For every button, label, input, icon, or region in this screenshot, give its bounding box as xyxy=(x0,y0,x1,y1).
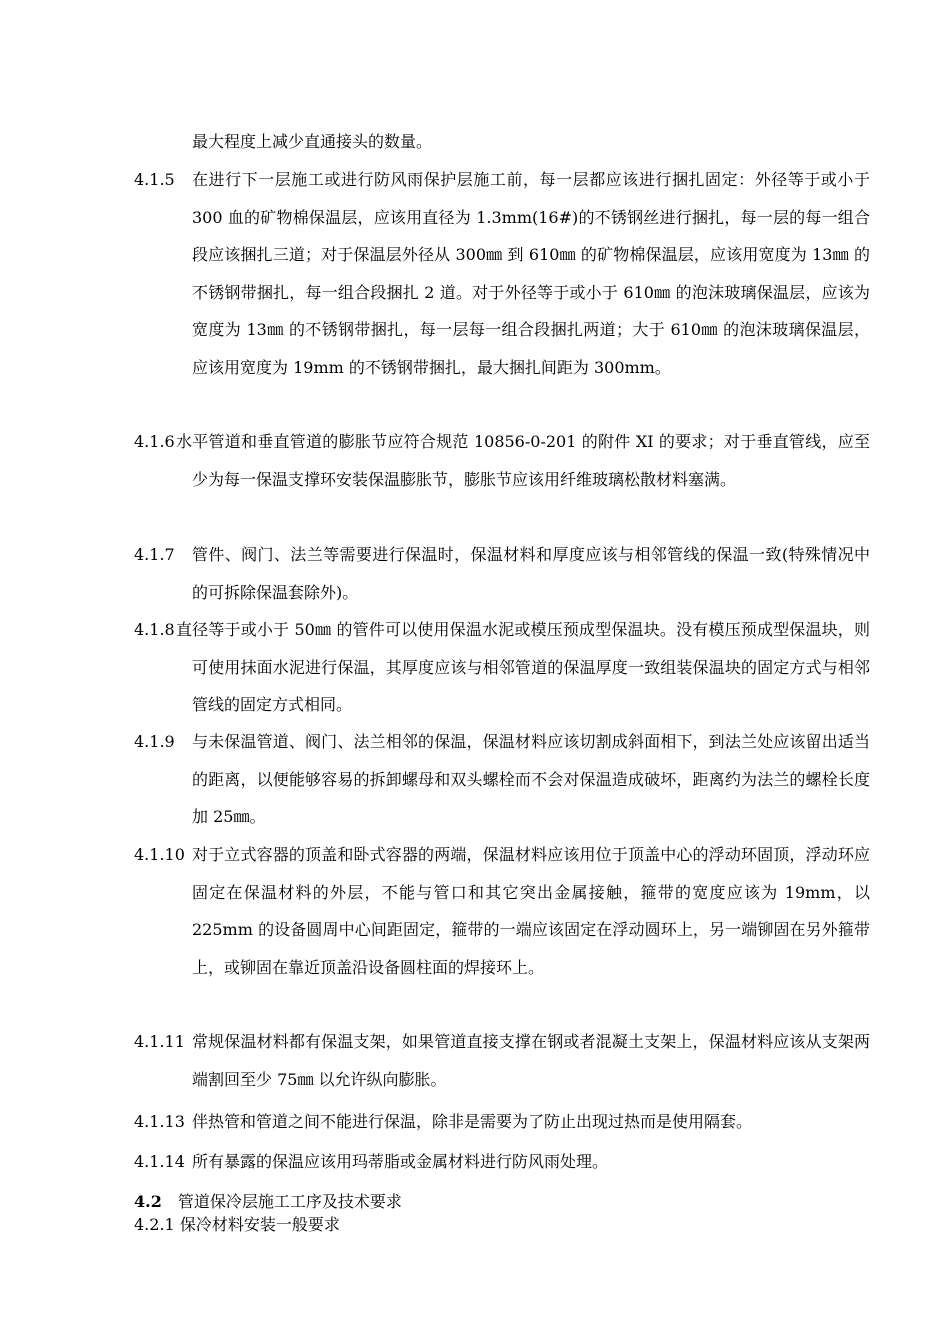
clause-number: 4.1.6 xyxy=(134,432,175,451)
continuation-text: 最大程度上减少直通接头的数量。 xyxy=(192,132,433,151)
clause-4-1-10 xyxy=(134,836,870,986)
clause-4-1-9 xyxy=(134,723,870,836)
clause-text: 管件、阀门、法兰等需要进行保温时，保温材料和厚度应该与相邻管线的保温一致(特殊情况中的可拆除保温套除外)。 xyxy=(192,545,870,602)
clause-number: 4.1.10 xyxy=(134,845,185,864)
clause-4-1-11 xyxy=(134,1023,870,1098)
clause-text: 与未保温管道、阀门、法兰相邻的保温，保温材料应该切割成斜面相下，到法兰处应该留出适当的距离，以便能够容易的拆卸螺母和双头螺栓而不会对保温造成破坏，距离约为法兰的螺栓长度加 25㎜。 xyxy=(192,732,870,826)
clause-number: 4.1.9 xyxy=(134,732,175,751)
section-heading xyxy=(134,1191,402,1213)
clause-number: 4.1.13 xyxy=(134,1112,185,1131)
clause-number: 4.1.5 xyxy=(134,170,175,189)
section-number: 4.2 xyxy=(134,1192,162,1211)
clause-text: 对于立式容器的顶盖和卧式容器的两端，保温材料应该用位于顶盖中心的浮动环固顶，浮动环应固定在保温材料的外层，不能与管口和其它突出金属接触，箍带的宽度应该为 19mm，以 225mm 的设备圆周中心间距固定，箍带的一端应该固定在浮动圆环上，另一端铆固在另外箍带上，或铆固在靠近顶盖沿设备圆柱面的焊接环上。 xyxy=(192,845,870,977)
clause-number: 4.1.11 xyxy=(134,1032,185,1051)
clause-4-1-7 xyxy=(134,536,870,611)
clause-number: 4.1.8 xyxy=(134,620,175,639)
clause-4-1-5 xyxy=(134,161,870,386)
clause-text: 常规保温材料都有保温支架，如果管道直接支撑在钢或者混凝土支架上，保温材料应该从支架两端割回至少 75㎜ 以允许纵向膨胀。 xyxy=(192,1032,870,1089)
clause-text: 伴热管和管道之间不能进行保温，除非是需要为了防止出现过热而是使用隔套。 xyxy=(192,1112,753,1131)
clause-text: 在进行下一层施工或进行防风雨保护层施工前，每一层都应该进行捆扎固定：外径等于或小于 300 血的矿物棉保温层，应该用直径为 1.3mm(16#)的不锈钢丝进行捆扎，每一层的每一组合段应该捆扎三道；对于保温层外径从 300㎜ 到 610㎜ 的矿物棉保温层，应该用宽度为 13㎜ 的不锈钢带捆扎，每一组合段捆扎 2 道。对于外径等于或小于 610㎜ 的泡沫玻璃保温层，应该为宽度为 13㎜ 的不锈钢带捆扎，每一层每一组合段捆扎两道；大于 610㎜ 的泡沫玻璃保温层，应该用宽度为 19mm 的不锈钢带捆扎，最大捆扎间距为 300mm。 xyxy=(192,170,870,377)
clause-4-1-13 xyxy=(134,1103,870,1141)
clause-4-1-8 xyxy=(134,611,870,724)
clause-text: 水平管道和垂直管道的膨胀节应符合规范 10856-0-201 的附件 XI 的要求；对于垂直管线，应至少为每一保温支撑环安装保温膨胀节，膨胀节应该用纤维玻璃松散材料塞满。 xyxy=(176,432,870,489)
clause-text: 直径等于或小于 50㎜ 的管件可以使用保温水泥或模压预成型保温块。没有模压预成型保温块，则可使用抹面水泥进行保温，其厚度应该与相邻管道的保温厚度一致组装保温块的固定方式与相邻管线的固定方式相同。 xyxy=(176,620,870,714)
section-title: 管道保冷层施工工序及技术要求 xyxy=(177,1192,402,1211)
clause-4-1-6 xyxy=(134,423,870,498)
clause-text: 所有暴露的保温应该用玛蒂脂或金属材料进行防风雨处理。 xyxy=(192,1152,609,1171)
clause-number: 4.1.14 xyxy=(134,1152,185,1171)
clause-4-1-14 xyxy=(134,1143,870,1181)
subsection-heading xyxy=(134,1214,340,1236)
subsection-title: 保冷材料安装一般要求 xyxy=(179,1215,340,1234)
subsection-number: 4.2.1 xyxy=(134,1215,175,1234)
clause-number: 4.1.7 xyxy=(134,545,175,564)
